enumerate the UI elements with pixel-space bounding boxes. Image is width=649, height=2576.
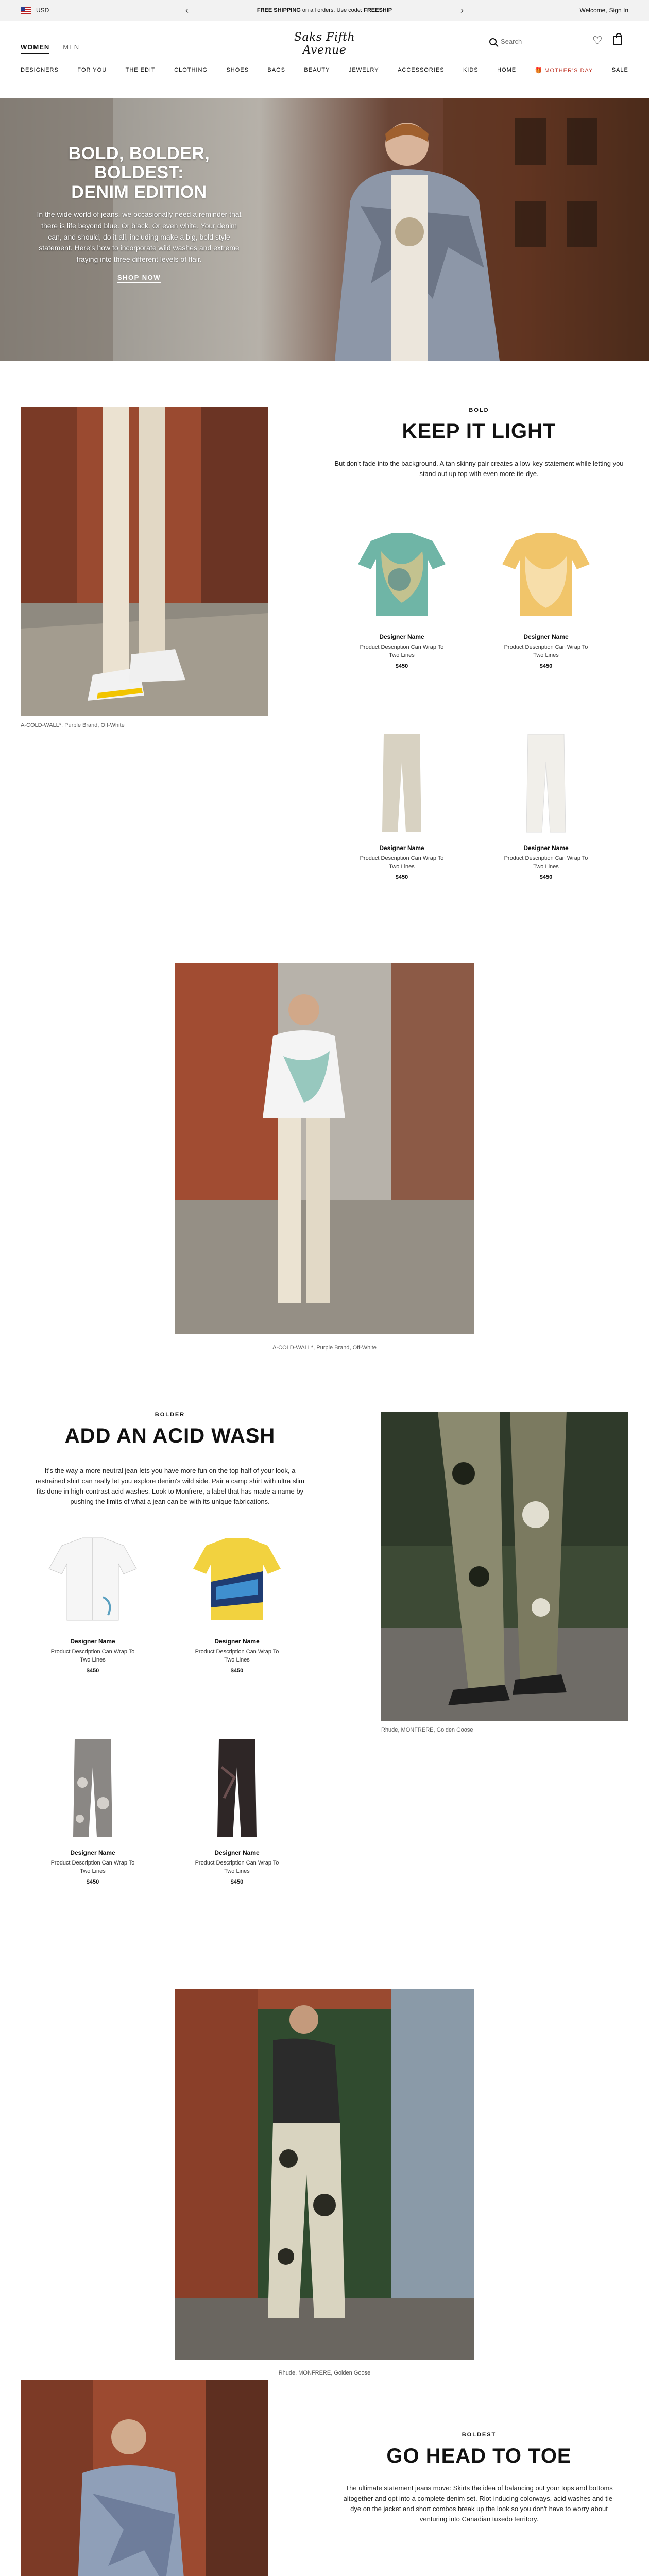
hero-window [567, 201, 597, 247]
search-input[interactable] [501, 38, 573, 45]
product-card[interactable] [350, 2571, 453, 2576]
nav-bags[interactable]: BAGS [267, 67, 285, 73]
nav-jewelry[interactable]: JEWELRY [348, 67, 379, 73]
product-image-camp-shirt-white[interactable] [41, 1525, 144, 1628]
product-description: Product Description Can Wrap To Two Lines [50, 1649, 135, 1663]
hero-shop-now-link[interactable]: SHOP NOW [117, 274, 161, 283]
currency-label: USD [36, 7, 49, 14]
section1-eyebrow: BOLD [469, 407, 489, 413]
hero-window [515, 201, 546, 247]
nav-accessories[interactable]: ACCESSORIES [398, 67, 445, 73]
product-card[interactable] [185, 1525, 288, 1674]
site-header [0, 21, 649, 77]
product-image-bleached-jacket[interactable] [494, 2571, 597, 2576]
product-card[interactable] [494, 520, 597, 669]
product-price: $450 [86, 1667, 99, 1674]
heart-icon[interactable]: ♡ [592, 34, 603, 47]
product-designer-name: Designer Name [379, 633, 424, 640]
hero-text-block [36, 144, 242, 283]
welcome-signin: Welcome, Sign In [579, 7, 628, 14]
region-selector[interactable] [21, 7, 49, 14]
product-price: $450 [395, 874, 408, 880]
product-description: Product Description Can Wrap To Two Lines [504, 644, 588, 658]
shopping-bag-icon[interactable] [613, 36, 622, 45]
chevron-right-icon[interactable]: › [460, 5, 464, 15]
promo-carousel [185, 5, 464, 16]
section2-lifestyle-caption: Rhude, MONFRERE, Golden Goose [278, 2370, 371, 2376]
section2-lifestyle-photo[interactable] [175, 1989, 474, 2360]
product-card[interactable] [494, 732, 597, 880]
product-card[interactable] [41, 1525, 144, 1674]
nav-shoes[interactable]: SHOES [226, 67, 249, 73]
product-image-tan-jeans[interactable] [350, 732, 453, 835]
sign-in-link[interactable]: Sign In [609, 7, 628, 14]
product-card[interactable] [350, 732, 453, 880]
us-flag-icon [21, 7, 31, 14]
product-description: Product Description Can Wrap To Two Lines [360, 855, 444, 870]
nav-sale[interactable]: SALE [611, 67, 628, 73]
product-description: Product Description Can Wrap To Two Lines [50, 1860, 135, 1874]
product-price: $450 [230, 1878, 244, 1885]
section2-eyebrow: BOLDER [155, 1412, 185, 1418]
search-icon[interactable] [489, 38, 497, 45]
section2-photo-caption: Rhude, MONFRERE, Golden Goose [381, 1727, 473, 1733]
nav-mothers-day[interactable]: 🎁 MOTHER'S DAY [535, 67, 593, 74]
section1-lifestyle-caption: A-COLD-WALL*, Purple Brand, Off-White [272, 1345, 377, 1351]
hero-window [567, 118, 597, 165]
product-price: $450 [230, 1667, 244, 1674]
product-designer-name: Designer Name [214, 1849, 260, 1856]
product-image-yellow-tee[interactable] [494, 520, 597, 623]
product-image-camp-shirt-print[interactable] [185, 1525, 288, 1628]
section2-title: ADD AN ACID WASH [64, 1425, 276, 1447]
product-image-white-jeans[interactable] [494, 732, 597, 835]
hero-title: BOLD, BOLDER, BOLDEST: DENIM EDITION [68, 144, 210, 202]
product-designer-name: Designer Name [70, 1849, 115, 1856]
gender-tabs [21, 43, 79, 54]
tab-women[interactable]: WOMEN [21, 43, 49, 54]
hero-banner [0, 98, 649, 361]
product-designer-name: Designer Name [523, 633, 569, 640]
product-description: Product Description Can Wrap To Two Lines [360, 644, 444, 658]
section3-description: The ultimate statement jeans move: Skirts the idea of balancing out your tops and bottoms altogether and opt into a complete denim set. Riot-inducing colorways, acid washes and tie-dye on the jacket and short combos break up the look so you don't have to worry about venturing into Canadian tuxedo territory. [343, 2484, 615, 2523]
section1-title: KEEP IT LIGHT [402, 420, 556, 443]
product-card[interactable] [350, 520, 453, 669]
section3-eyebrow: BOLDEST [462, 2432, 497, 2438]
product-designer-name: Designer Name [523, 844, 569, 852]
section3-title: GO HEAD TO TOE [386, 2445, 572, 2467]
search-bar [489, 34, 582, 49]
nav-the-edit[interactable]: THE EDIT [125, 67, 156, 73]
top-utility-bar [0, 0, 649, 21]
section1-description: But don't fade into the background. A tan skinny pair creates a low-key statement while letting you stand out up top with even more tie-dye. [334, 460, 624, 478]
gift-icon: 🎁 [535, 67, 545, 74]
product-designer-name: Designer Name [214, 1638, 260, 1645]
nav-clothing[interactable]: CLOTHING [174, 67, 208, 73]
product-image-acid-jeans-grey[interactable] [41, 1736, 144, 1839]
tab-men[interactable]: MEN [63, 43, 80, 51]
hero-window [515, 118, 546, 165]
nav-for-you[interactable]: FOR YOU [77, 67, 107, 73]
product-price: $450 [86, 1878, 99, 1885]
nav-designers[interactable]: DESIGNERS [21, 67, 59, 73]
section2-model-photo[interactable] [381, 1412, 628, 1721]
product-description: Product Description Can Wrap To Two Lines [504, 855, 588, 870]
section2-description: It's the way a more neutral jean lets you have more fun on the top half of your look, a restrained shirt can really let you explore denim's wild side. Pair a camp shirt with ultra slim fits done in high-contrast acid washes. Look to Monfrere, a label that has made a name by pushing the limits of what a jean can be with its unique fabrications. [36, 1467, 304, 1506]
product-card[interactable] [494, 2571, 597, 2576]
product-price: $450 [539, 663, 553, 669]
chevron-left-icon[interactable]: ‹ [185, 5, 189, 15]
product-price: $450 [395, 663, 408, 669]
product-designer-name: Designer Name [379, 844, 424, 852]
product-price: $450 [539, 874, 553, 880]
section3-model-photo[interactable] [21, 2380, 268, 2576]
site-logo[interactable]: Saks Fifth Avenue [294, 31, 355, 57]
nav-kids[interactable]: KIDS [463, 67, 479, 73]
section1-lifestyle-photo[interactable] [175, 963, 474, 1334]
product-description: Product Description Can Wrap To Two Lines [195, 1860, 279, 1874]
nav-home[interactable]: HOME [497, 67, 517, 73]
product-image-tie-dye-jacket[interactable] [350, 2571, 453, 2576]
product-card[interactable] [41, 1736, 144, 1885]
section1-model-photo[interactable] [21, 407, 268, 716]
section1-photo-caption: A-COLD-WALL*, Purple Brand, Off-White [21, 722, 125, 728]
product-description: Product Description Can Wrap To Two Lines [195, 1649, 279, 1663]
product-designer-name: Designer Name [70, 1638, 115, 1645]
main-nav [21, 67, 628, 74]
promo-text: FREE SHIPPING on all orders. Use code: FREESHIP [257, 7, 392, 13]
hero-model-image [330, 113, 515, 361]
product-image-tie-dye-tee[interactable] [350, 520, 453, 623]
hero-body: In the wide world of jeans, we occasionally need a reminder that there is life beyond blue. Or black. Or even white. Your denim can, and should, do it all, including make a big, bold style statement. Here's how to incorporate wild washes and extreme fraying into three different levels of flair. [37, 210, 242, 263]
product-image-acid-jeans-black[interactable] [185, 1736, 288, 1839]
product-card[interactable] [185, 1736, 288, 1885]
nav-beauty[interactable]: BEAUTY [304, 67, 330, 73]
